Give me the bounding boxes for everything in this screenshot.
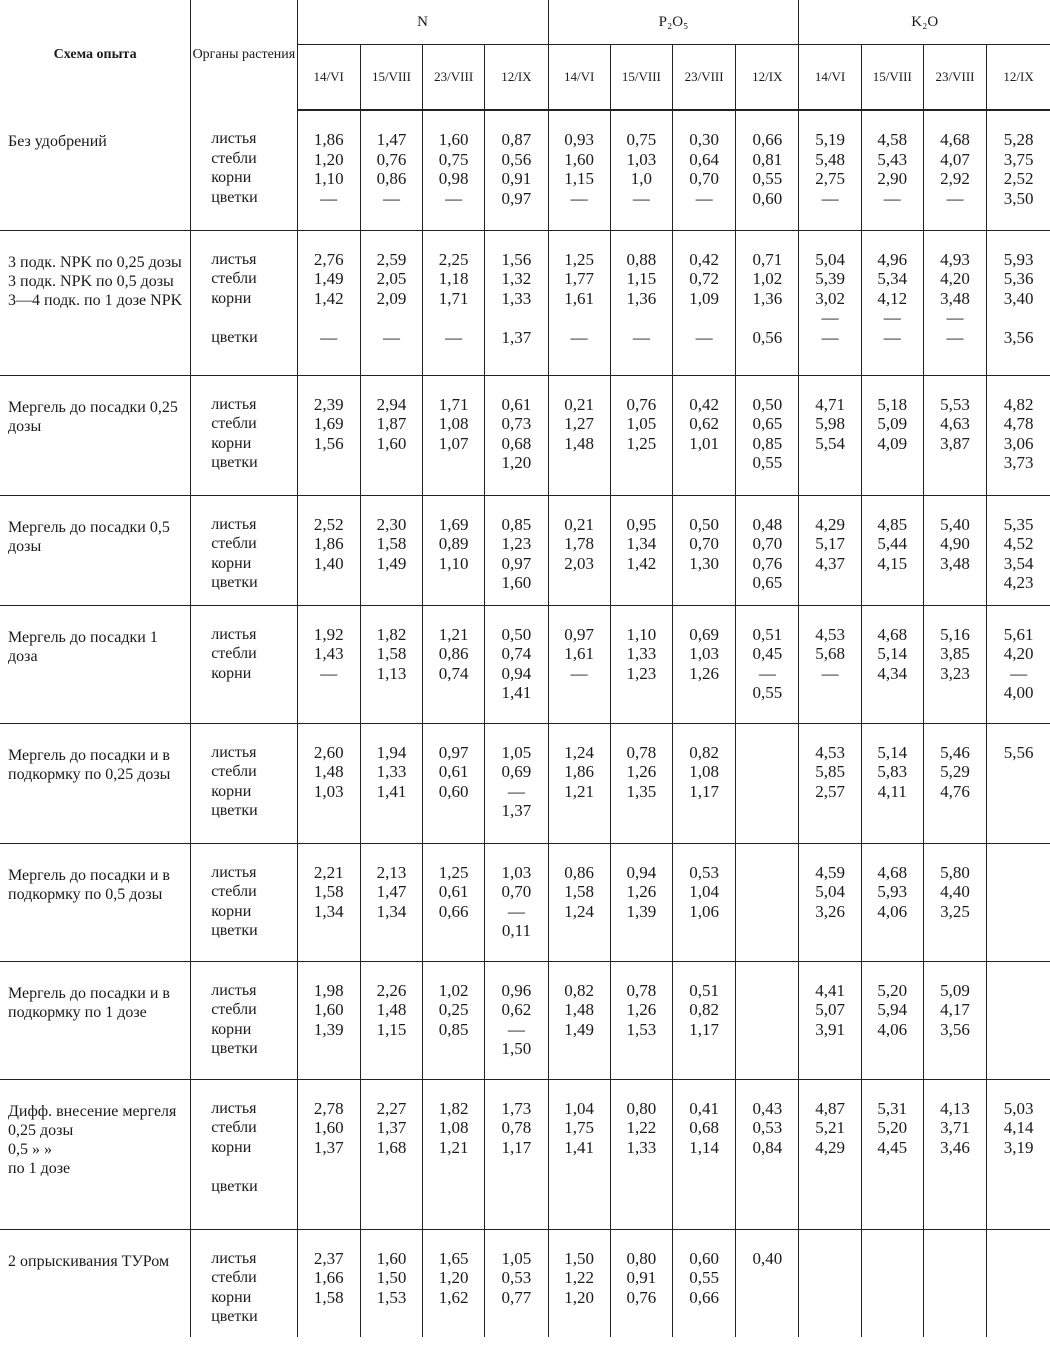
scheme-line: по 1 дозе — [8, 1159, 71, 1177]
value-cell: 2,13 1,47 1,34 — [360, 843, 422, 961]
value-cell: 0,82 1,08 1,17 — [672, 723, 735, 843]
value-cell: 4,85 5,44 4,15 — [861, 495, 923, 605]
value-cell: 1,65 1,20 1,62 — [423, 1229, 485, 1337]
value-cell: 0,61 0,73 0,68 1,20 — [485, 375, 548, 495]
value-cell: 2,39 1,69 1,56 — [297, 375, 360, 495]
value-cell: 0,97 0,61 0,60 — [423, 723, 485, 843]
group-header-n: N — [297, 0, 548, 45]
value-cell: 4,68 4,07 2,92 — — [923, 110, 986, 230]
value-cell: 0,66 0,81 0,55 0,60 — [736, 110, 799, 230]
scheme-line: 3—4 подк. по 1 дозе NPK — [8, 291, 183, 309]
date-header: 15/VIII — [861, 45, 923, 111]
scheme-line: Мергель до посадки и в подкормку по 0,5 дозы — [8, 866, 170, 903]
value-cell: 4,41 5,07 3,91 — [799, 961, 861, 1079]
value-cell: 0,42 0,62 1,01 — [672, 375, 735, 495]
value-cell — [736, 961, 799, 1079]
value-cell: 4,96 5,34 4,12 — — — [861, 230, 923, 375]
value-cell: 1,60 0,75 0,98 — — [423, 110, 485, 230]
value-cell: 2,27 1,37 1,68 — [360, 1079, 422, 1229]
value-cell: 0,82 1,48 1,49 — [548, 961, 610, 1079]
date-header: 12/IX — [987, 45, 1050, 111]
value-cell: 1,10 1,33 1,23 — [610, 605, 672, 723]
organs-cell: листья стебли корни цветки — [191, 230, 297, 375]
value-cell: 0,21 1,27 1,48 — [548, 375, 610, 495]
scheme-cell — [0, 1229, 191, 1337]
scheme-line: 3 подк. NPK по 0,5 дозы — [8, 272, 174, 290]
value-cell: 2,25 1,18 1,71 — — [423, 230, 485, 375]
value-cell: 2,37 1,66 1,58 — [297, 1229, 360, 1337]
value-cell: 0,43 0,53 0,84 — [736, 1079, 799, 1229]
value-cell: 2,26 1,48 1,15 — [360, 961, 422, 1079]
value-cell: 2,52 1,86 1,40 — [297, 495, 360, 605]
value-cell — [923, 1229, 986, 1337]
value-cell: 5,28 3,75 2,52 3,50 — [987, 110, 1050, 230]
value-cell: 0,78 1,26 1,35 — [610, 723, 672, 843]
value-cell: 0,69 1,03 1,26 — [672, 605, 735, 723]
value-cell: 0,86 1,58 1,24 — [548, 843, 610, 961]
table-row — [0, 961, 1050, 1079]
value-cell: 0,50 0,74 0,94 1,41 — [485, 605, 548, 723]
value-cell: 0,93 1,60 1,15 — — [548, 110, 610, 230]
value-cell: 2,94 1,87 1,60 — [360, 375, 422, 495]
table-row — [0, 723, 1050, 843]
value-cell: 0,87 0,56 0,91 0,97 — [485, 110, 548, 230]
value-cell: 1,56 1,32 1,33 1,37 — [485, 230, 548, 375]
table-row — [0, 110, 1050, 230]
scheme-line: 3 подк. NPK по 0,25 дозы — [8, 253, 182, 271]
value-cell: 2,78 1,60 1,37 — [297, 1079, 360, 1229]
value-cell: 0,76 1,05 1,25 — [610, 375, 672, 495]
value-cell: 1,03 0,70 — 0,11 — [485, 843, 548, 961]
value-cell — [736, 723, 799, 843]
value-cell: 5,61 4,20 — 4,00 — [987, 605, 1050, 723]
scheme-line: Мергель до посадки 0,5 дозы — [8, 518, 170, 555]
value-cell: 5,53 4,63 3,87 — [923, 375, 986, 495]
scheme-cell — [0, 961, 191, 1079]
value-cell — [987, 1229, 1050, 1337]
value-cell: 1,24 1,86 1,21 — [548, 723, 610, 843]
date-header: 23/VIII — [672, 45, 735, 111]
table-row — [0, 843, 1050, 961]
value-cell: 2,21 1,58 1,34 — [297, 843, 360, 961]
scheme-cell — [0, 495, 191, 605]
scheme-line: Мергель до посадки 0,25 дозы — [8, 398, 178, 435]
value-cell: 0,21 1,78 2,03 — [548, 495, 610, 605]
table-row — [0, 605, 1050, 723]
value-cell: 5,20 5,94 4,06 — [861, 961, 923, 1079]
value-cell: 0,71 1,02 1,36 0,56 — [736, 230, 799, 375]
value-cell: 1,94 1,33 1,41 — [360, 723, 422, 843]
value-cell: 1,98 1,60 1,39 — [297, 961, 360, 1079]
value-cell: 1,60 1,50 1,53 — [360, 1229, 422, 1337]
value-cell: 0,40 — [736, 1229, 799, 1337]
value-cell: 1,50 1,22 1,20 — [548, 1229, 610, 1337]
scheme-line: Мергель до посадки и в подкормку по 0,25 дозы — [8, 746, 171, 783]
organs-cell: листья стебли корни цветки — [191, 723, 297, 843]
date-header: 14/VI — [548, 45, 610, 111]
value-cell — [987, 843, 1050, 961]
value-cell: 1,73 0,78 1,17 — [485, 1079, 548, 1229]
scheme-header: Схема опыта — [53, 47, 137, 62]
value-cell: 0,80 1,22 1,33 — [610, 1079, 672, 1229]
value-cell: 4,93 4,20 3,48 — — — [923, 230, 986, 375]
value-cell: 1,69 0,89 1,10 — [423, 495, 485, 605]
scheme-line: 0,25 дозы — [8, 1121, 74, 1139]
value-cell — [861, 1229, 923, 1337]
scheme-cell — [0, 843, 191, 961]
table-row — [0, 230, 1050, 375]
value-cell: 5,16 3,85 3,23 — [923, 605, 986, 723]
organs-cell: листья стебли корни — [191, 605, 297, 723]
value-cell: 0,51 0,82 1,17 — [672, 961, 735, 1079]
value-cell — [736, 843, 799, 961]
value-cell: 4,82 4,78 3,06 3,73 — [987, 375, 1050, 495]
organs-cell: листья стебли корни цветки — [191, 1079, 297, 1229]
value-cell: 2,76 1,49 1,42 — — [297, 230, 360, 375]
value-cell: 2,60 1,48 1,03 — [297, 723, 360, 843]
organs-cell: листья стебли корни цветки — [191, 375, 297, 495]
value-cell: 0,75 1,03 1,0 — — [610, 110, 672, 230]
value-cell: 5,80 4,40 3,25 — [923, 843, 986, 961]
scheme-cell — [0, 605, 191, 723]
scheme-cell — [0, 723, 191, 843]
value-cell: 1,21 0,86 0,74 — [423, 605, 485, 723]
value-cell: 5,09 4,17 3,56 — [923, 961, 986, 1079]
value-cell: 1,25 1,77 1,61 — — [548, 230, 610, 375]
scheme-cell — [0, 230, 191, 375]
value-cell: 4,68 5,14 4,34 — [861, 605, 923, 723]
value-cell: 4,87 5,21 4,29 — [799, 1079, 861, 1229]
table-row — [0, 1229, 1050, 1337]
date-header: 15/VIII — [610, 45, 672, 111]
value-cell: 5,31 5,20 4,45 — [861, 1079, 923, 1229]
value-cell: 1,82 1,08 1,21 — [423, 1079, 485, 1229]
date-header: 12/IX — [485, 45, 548, 111]
value-cell: 5,14 5,83 4,11 — [861, 723, 923, 843]
date-header: 12/IX — [736, 45, 799, 111]
value-cell: 0,50 0,70 1,30 — [672, 495, 735, 605]
value-cell: 4,68 5,93 4,06 — [861, 843, 923, 961]
value-cell: 0,85 1,23 0,97 1,60 — [485, 495, 548, 605]
table-row — [0, 375, 1050, 495]
value-cell: 0,42 0,72 1,09 — — [672, 230, 735, 375]
value-cell: 5,46 5,29 4,76 — [923, 723, 986, 843]
scheme-line: 2 опрыскивания ТУРом — [8, 1252, 170, 1270]
organs-cell: листья стебли корни цветки — [191, 1229, 297, 1337]
scheme-cell — [0, 1079, 191, 1229]
organs-cell: листья стебли корни цветки — [191, 843, 297, 961]
scheme-cell — [0, 110, 191, 230]
value-cell: 2,59 2,05 2,09 — — [360, 230, 422, 375]
value-cell: 0,96 0,62 — 1,50 — [485, 961, 548, 1079]
group-header-k2o: K₂O — [799, 0, 1050, 45]
value-cell: 1,05 0,53 0,77 — [485, 1229, 548, 1337]
value-cell: 0,88 1,15 1,36 — — [610, 230, 672, 375]
value-cell — [799, 1229, 861, 1337]
value-cell: 0,51 0,45 — 0,55 — [736, 605, 799, 723]
value-cell: 5,19 5,48 2,75 — — [799, 110, 861, 230]
value-cell: 1,25 0,61 0,66 — [423, 843, 485, 961]
value-cell: 1,71 1,08 1,07 — [423, 375, 485, 495]
date-header: 15/VIII — [360, 45, 422, 111]
value-cell: 0,30 0,64 0,70 — — [672, 110, 735, 230]
value-cell: 0,97 1,61 — — [548, 605, 610, 723]
date-header: 23/VIII — [423, 45, 485, 111]
value-cell: 1,04 1,75 1,41 — [548, 1079, 610, 1229]
value-cell: 4,13 3,71 3,46 — [923, 1079, 986, 1229]
value-cell: 0,80 0,91 0,76 — [610, 1229, 672, 1337]
value-cell: 0,78 1,26 1,53 — [610, 961, 672, 1079]
value-cell: 4,71 5,98 5,54 — [799, 375, 861, 495]
organs-cell: листья стебли корни цветки — [191, 961, 297, 1079]
value-cell: 0,53 1,04 1,06 — [672, 843, 735, 961]
value-cell: 0,41 0,68 1,14 — [672, 1079, 735, 1229]
scheme-line: Мергель до посадки 1 доза — [8, 628, 158, 665]
value-cell: 5,35 4,52 3,54 4,23 — [987, 495, 1050, 605]
value-cell: 0,60 0,55 0,66 — [672, 1229, 735, 1337]
value-cell: 0,50 0,65 0,85 0,55 — [736, 375, 799, 495]
value-cell: 5,18 5,09 4,09 — [861, 375, 923, 495]
value-cell: 5,40 4,90 3,48 — [923, 495, 986, 605]
value-cell: 2,30 1,58 1,49 — [360, 495, 422, 605]
date-header: 14/VI — [799, 45, 861, 111]
organs-cell: листья стебли корни цветки — [191, 110, 297, 230]
value-cell: 1,02 0,25 0,85 — [423, 961, 485, 1079]
value-cell — [987, 961, 1050, 1079]
value-cell: 1,05 0,69 — 1,37 — [485, 723, 548, 843]
value-cell: 1,82 1,58 1,13 — [360, 605, 422, 723]
scheme-cell — [0, 375, 191, 495]
table-row — [0, 1079, 1050, 1229]
organs-header: Органы растения — [191, 0, 297, 110]
value-cell: 5,93 5,36 3,40 3,56 — [987, 230, 1050, 375]
table-row — [0, 495, 1050, 605]
date-header: 14/VI — [297, 45, 360, 111]
scheme-line: Дифф. внесение мергеля — [8, 1102, 177, 1120]
value-cell: 1,92 1,43 — — [297, 605, 360, 723]
group-header-p2o5: P₂O₅ — [548, 0, 799, 45]
value-cell: 5,04 5,39 3,02 — — — [799, 230, 861, 375]
value-cell: 5,03 4,14 3,19 — [987, 1079, 1050, 1229]
value-cell: 5,56 — [987, 723, 1050, 843]
organs-cell: листья стебли корни цветки — [191, 495, 297, 605]
value-cell: 4,59 5,04 3,26 — [799, 843, 861, 961]
value-cell: 4,58 5,43 2,90 — — [861, 110, 923, 230]
value-cell: 1,86 1,20 1,10 — — [297, 110, 360, 230]
value-cell: 4,29 5,17 4,37 — [799, 495, 861, 605]
scheme-line: Мергель до посадки и в подкормку по 1 дозе — [8, 984, 170, 1021]
value-cell: 1,47 0,76 0,86 — — [360, 110, 422, 230]
value-cell: 4,53 5,68 — — [799, 605, 861, 723]
date-header: 23/VIII — [923, 45, 986, 111]
value-cell: 0,95 1,34 1,42 — [610, 495, 672, 605]
scheme-line: Без удобрений — [8, 133, 107, 150]
scheme-line: 0,5 » » — [8, 1140, 52, 1158]
value-cell: 0,48 0,70 0,76 0,65 — [736, 495, 799, 605]
value-cell: 4,53 5,85 2,57 — [799, 723, 861, 843]
value-cell: 0,94 1,26 1,39 — [610, 843, 672, 961]
